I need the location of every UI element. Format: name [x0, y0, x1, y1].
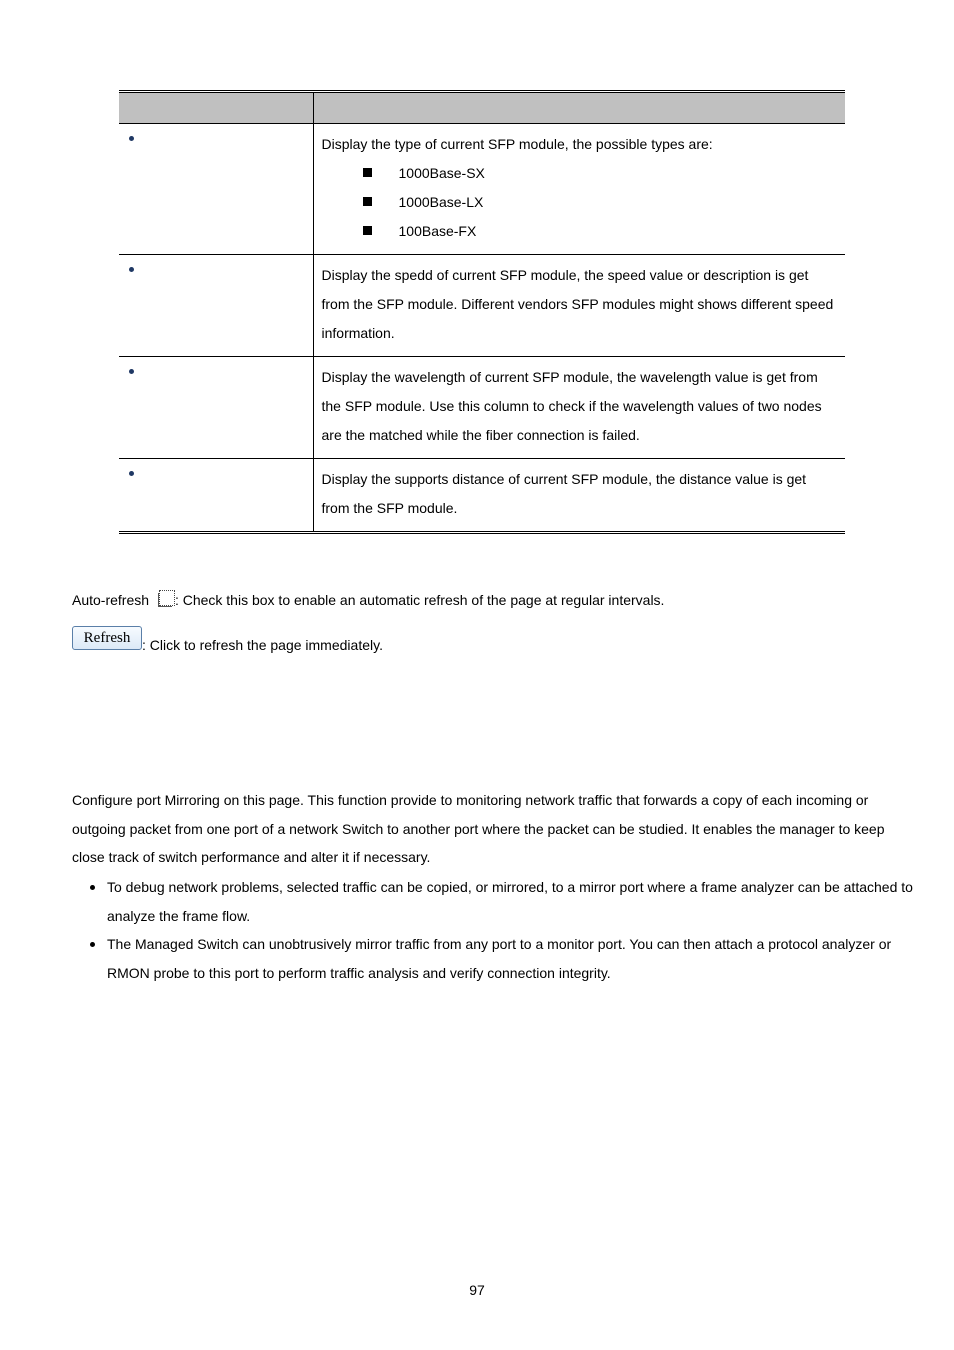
- square-bullet-icon: [363, 226, 372, 235]
- auto-refresh-description: : Check this box to enable an automatic refresh of the page at regular intervals.: [174, 592, 665, 608]
- description-cell: [313, 357, 845, 459]
- square-bullet-icon: [363, 168, 372, 177]
- table-header-row: [119, 92, 845, 124]
- description-cell: [313, 124, 845, 255]
- refresh-line: [72, 626, 383, 653]
- description-cell: [313, 459, 845, 533]
- object-cell: [119, 459, 313, 533]
- description-text: Display the wavelength of current SFP module, the wavelength value is get from the SFP module. Use this column to check if the wavelength values of two nodes are the matched while the fiber connection is failed.: [321, 369, 822, 443]
- square-bullet-icon: [363, 197, 372, 206]
- mirroring-bullet-list: [72, 873, 922, 987]
- description-text: Display the supports distance of current SFP module, the distance value is get from the SFP module.: [321, 471, 807, 516]
- table-row: [119, 459, 845, 533]
- list-item: 1000Base-SX: [362, 159, 838, 188]
- parameter-table: [119, 90, 845, 534]
- header-description: [313, 92, 845, 124]
- sfp-type-list: [322, 159, 838, 246]
- refresh-description: : Click to refresh the page immediately.: [142, 637, 383, 653]
- bullet-icon: [129, 471, 134, 476]
- table-row: [119, 357, 845, 459]
- auto-refresh-line: [72, 586, 664, 614]
- list-item: 100Base-FX: [362, 217, 838, 246]
- auto-refresh-checkbox[interactable]: [159, 590, 175, 606]
- object-cell: [119, 124, 313, 255]
- list-item: To debug network problems, selected traffic can be copied, or mirrored, to a mirror port where a frame analyzer can be attached to analyze the frame flow.: [107, 873, 922, 930]
- description-text: Display the type of current SFP module, the possible types are:: [321, 136, 713, 152]
- description-text: Display the spedd of current SFP module, the speed value or description is get from the SFP module. Different vendors SFP modules might shows different speed information.: [321, 267, 834, 341]
- auto-refresh-label: Auto-refresh: [72, 592, 150, 608]
- table-row: [119, 124, 845, 255]
- page-number: 97: [469, 1282, 485, 1298]
- object-cell: [119, 357, 313, 459]
- list-item: 1000Base-LX: [362, 188, 838, 217]
- mirroring-intro: Configure port Mirroring on this page. This function provide to monitoring network traffic that forwards a copy of each incoming or outgoing packet from one port of a network Switch to another port where the packet can be studied. It enables the manager to keep close track of switch performance and alter it if necessary.: [72, 792, 885, 865]
- refresh-button[interactable]: Refresh: [72, 626, 142, 650]
- table-row: [119, 255, 845, 357]
- bullet-icon: [129, 136, 134, 141]
- bullet-icon: [129, 369, 134, 374]
- list-item: The Managed Switch can unobtrusively mirror traffic from any port to a monitor port. You can then attach a protocol analyzer or RMON probe to this port to perform traffic analysis and verify connection integrity.: [107, 930, 922, 987]
- description-cell: [313, 255, 845, 357]
- bullet-icon: [129, 267, 134, 272]
- header-object: [119, 92, 313, 124]
- object-cell: [119, 255, 313, 357]
